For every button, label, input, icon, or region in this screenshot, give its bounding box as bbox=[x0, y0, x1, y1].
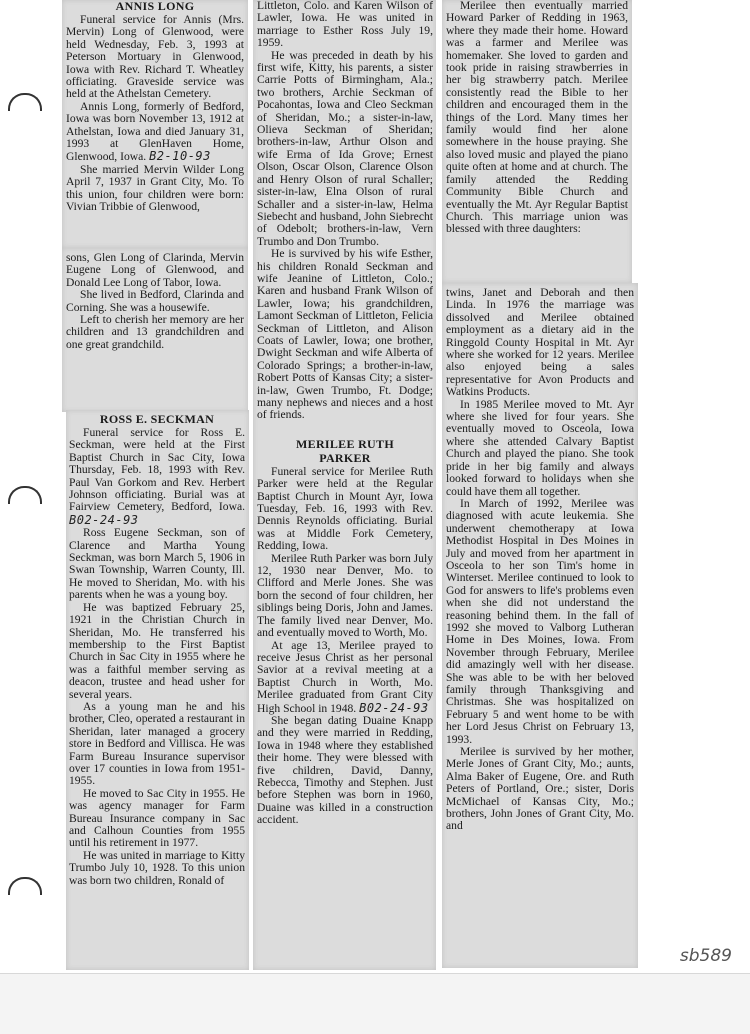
punch-hole bbox=[8, 877, 42, 895]
obituary-paragraph: twins, Janet and Deborah and then Linda. In 1976 the marriage was dissolved and Merilee obtained employment as a dietary aid in the Ringgold County Hospital in Mt. Ayr where she worked for 12 years. Merilee also enjoyed being a sales representative for Avon Products and Watkins Products. bbox=[446, 287, 634, 399]
obituary-paragraph: Littleton, Colo. and Karen Wilson of Lawler, Iowa. He was united in marriage to Esther Ross July 19, 1959. bbox=[257, 0, 433, 50]
obituary-paragraph: Ross Eugene Seckman, son of Clarence and Martha Young Seckman, was born March 5, 1906 in Swan Township, Warren County, Ill. He moved to Sheridan, Mo. with his parents when he was a young boy. bbox=[69, 526, 245, 602]
obituary-paragraph: Merilee Ruth Parker was born July 12, 1930 near Denver, Mo. to Clifford and Merle Jones. She was born the second of four children, her siblings being Doris, John and James. The family lived near Denver, Mo. and eventually moved to Worth, Mo. bbox=[257, 551, 433, 640]
obituary-paragraph: She married Mervin Wilder Long April 7, 1937 in Grant City, Mo. To this union, four children were born: Vivian Tribbie of Glenwood, bbox=[66, 162, 244, 214]
obituary-paragraph: At age 13, Merilee prayed to receive Jesus Christ as her personal Savior at a revival meeting at a Baptist Church in Worth, Mo. Merilee graduated from Grant City High School in 1948. B02-24-93 bbox=[257, 638, 433, 715]
obituary-paragraph: She lived in Bedford, Clarinda and Corning. She was a housewife. bbox=[66, 288, 244, 314]
obituary-paragraph: He was baptized February 25, 1921 in the Christian Church in Sheridan, Mo. He transferred his membership to the First Baptist Church in Sac City in 1955 where he was a faithful member serving as deacon, trustee and head usher for several years. bbox=[69, 600, 245, 701]
obituary-paragraph: In March of 1992, Merilee was diagnosed with acute leukemia. She underwent chemotherapy at Iowa Methodist Hospital in Des Moines in July and moved from her apartment in Osceola to her son Tim's home in Winterset. Merilee continued to look to God for answers to life's problems even when she did not understand the reasoning behind them. In the fall of 1992 she moved to Valborg Lutheran Home in Des Moines, Iowa. From November through February, Merilee did amazingly well with her disease. She was able to be with her beloved family through Thanksgiving and Christmas. She was hospitalized on February 5 and went home to be with her Lord Jesus Christ on February 13, 1993. bbox=[446, 496, 634, 746]
obituary-paragraph: As a young man he and his brother, Cleo, operated a restaurant in Sheridan, later managed a grocery store in Bedford and Villisca. He was Farm Bureau Insurance supervisor over 17 counties in Iowa from 1951-1955. bbox=[69, 699, 245, 788]
punch-hole bbox=[8, 93, 42, 111]
obituary-paragraph: Left to cherish her memory are her children and 13 grandchildren and one great grandchild. bbox=[66, 313, 244, 351]
obituary-heading: ANNIS LONG bbox=[115, 0, 195, 13]
catalog-number: sb589 bbox=[679, 946, 732, 966]
obituary-paragraph: Merilee then eventually married Howard Parker of Redding in 1963, where they made their home. Howard was a farmer and Merilee was homemaker. She loved to garden and took pride in raising strawberries in her big strawberry patch. Merilee consistently read the Bible to her children and encouraged them in the things of the Lord. Many times her family would find her alone somewhere in the house praying. She also loved music and played the piano quite often at home and at church. The family attended the Redding Community Bible Church and eventually the Mt. Ayr Regular Baptist Church. This marriage union was blessed with three daughters: bbox=[446, 0, 628, 236]
obituary-paragraph: He was united in marriage to Kitty Trumbo July 10, 1928. To this union was born two children, Ronald of bbox=[69, 848, 245, 887]
obituary-paragraph: Funeral service for Ross E. Seckman, were held at the First Baptist Church in Sac City, Iowa Thursday, Feb. 18, 1993 with Rev. Paul Van Gorkom and Rev. Herbert Johnson officiating. Burial was at Fairview Cemetery, Bedford, Iowa. B02-24-93 bbox=[69, 426, 245, 527]
obituary-ross-seckman-part1 bbox=[69, 413, 245, 969]
handwritten-date: B02-24-93 bbox=[359, 700, 429, 715]
obituary-paragraph: In 1985 Merilee moved to Mt. Ayr where she lived for four years. She eventually moved to Osceola, Iowa where she attended Calvary Baptist Church and played the piano. She took pride in her big family and always looked forward to holidays when she could have them all together. bbox=[446, 397, 634, 498]
obituary-paragraph: sons, Glen Long of Clarinda, Mervin Eugene Long of Glenwood, and Donald Lee Long of Tabor, Iowa. bbox=[66, 252, 244, 289]
obituary-paragraph: She began dating Duaine Knapp and they were married in Redding, Iowa in 1948 where they established their home. They were blessed with five children, David, Danny, Rebecca, Timothy and Stephen. Just before Stephen was born in 1960, Duaine was killed in a construction accident. bbox=[257, 713, 433, 827]
obituary-annis-long-part1 bbox=[66, 0, 244, 246]
obituary-heading: PARKER bbox=[319, 450, 371, 465]
obituary-paragraph: Funeral service for Merilee Ruth Parker were held at the Regular Baptist Church in Mount Ayr, Iowa Tuesday, Feb. 16, 1993 with Rev. Dennis Reynolds officiating. Burial was at Middle Fork Cemetery, Redding, Iowa. bbox=[257, 464, 433, 553]
punch-hole bbox=[8, 486, 42, 504]
obituary-annis-long-part2 bbox=[66, 252, 244, 410]
obituary-paragraph: Merilee is survived by her mother, Merle Jones of Grant City, Mo.; aunts, Alma Baker of Eugene, Ore. and Ruth Peters of Portland, Ore.; sister, Doris McMichael of Kansas City, Mo.; brothers, John Jones of Grant City, Mo. and bbox=[446, 745, 634, 833]
obituary-paragraph: Funeral service for Annis (Mrs. Mervin) Long of Glenwood, were held Wednesday, Feb. 3, 1993 at Peterson Mortuary in Glenwood, Iowa with Rev. Richard T. Wheatley officiating. Graveside service was held at the Athelstan Cemetery. bbox=[66, 13, 244, 101]
obituary-merilee-part3 bbox=[446, 287, 634, 967]
handwritten-date: B02-24-93 bbox=[69, 512, 139, 527]
obituary-middle-column bbox=[257, 0, 433, 968]
obituary-paragraph: Annis Long, formerly of Bedford, Iowa was born November 13, 1912 at Athelstan, Iowa and died January 31, 1993 at GlenHaven Home, Glenwood, Iowa. B2-10-93 bbox=[66, 99, 244, 164]
handwritten-date: B2-10-93 bbox=[149, 149, 211, 164]
obituary-paragraph: He moved to Sac City in 1955. He was agency manager for Farm Bureau Insurance company in Sac and Calhoun Counties from 1955 until his retirement in 1977. bbox=[69, 786, 245, 850]
obituary-heading: ROSS E. SECKMAN bbox=[99, 413, 215, 426]
page-bottom-edge bbox=[0, 973, 750, 1034]
obituary-merilee-part2 bbox=[446, 0, 628, 281]
obituary-paragraph: He was preceded in death by his first wife, Kitty, his parents, a sister Carrie Potts of Birmingham, Ala.; two brothers, Archie Seckman of Pocahontas, Iowa and Cleo Seckman of Sheridan, Mo.; a sister-in-law, Olieva Seckman of Sheridan; brothers-in-law, Arthur Olson and wife Erma of Ida Grove; Ernest Olson, Oscar Olson, Clarence Olson and Henry Olson of rural Schaller; sister-in-law, Elna Olson of rural Schaller and a sister-in-law, Helma Siebecht and husband, John Siebrecht of Odebolt; brothers-in-law, Vern Trumbo and Don Trumbo. bbox=[257, 48, 433, 248]
obituary-paragraph: He is survived by his wife Esther, his children Ronald Seckman and wife Jeanine of Littleton, Colo.; Karen and husband Frank Wilson of Lawler, Iowa; his grandchildren, Lamont Seckman of Littleton, Felicia Seckman of Littleton, and Alison Coats of Lawler, Iowa; one brother, Dwight Seckman and wife Alberta of Colorado Springs; a brother-in-law, Robert Potts of Kansas City; a sister-in-law, Gwen Trumbo, Ft. Dodge; many nephews and nieces and a host of friends. bbox=[257, 247, 433, 422]
obituary-heading: MERILEE RUTH bbox=[296, 436, 394, 451]
